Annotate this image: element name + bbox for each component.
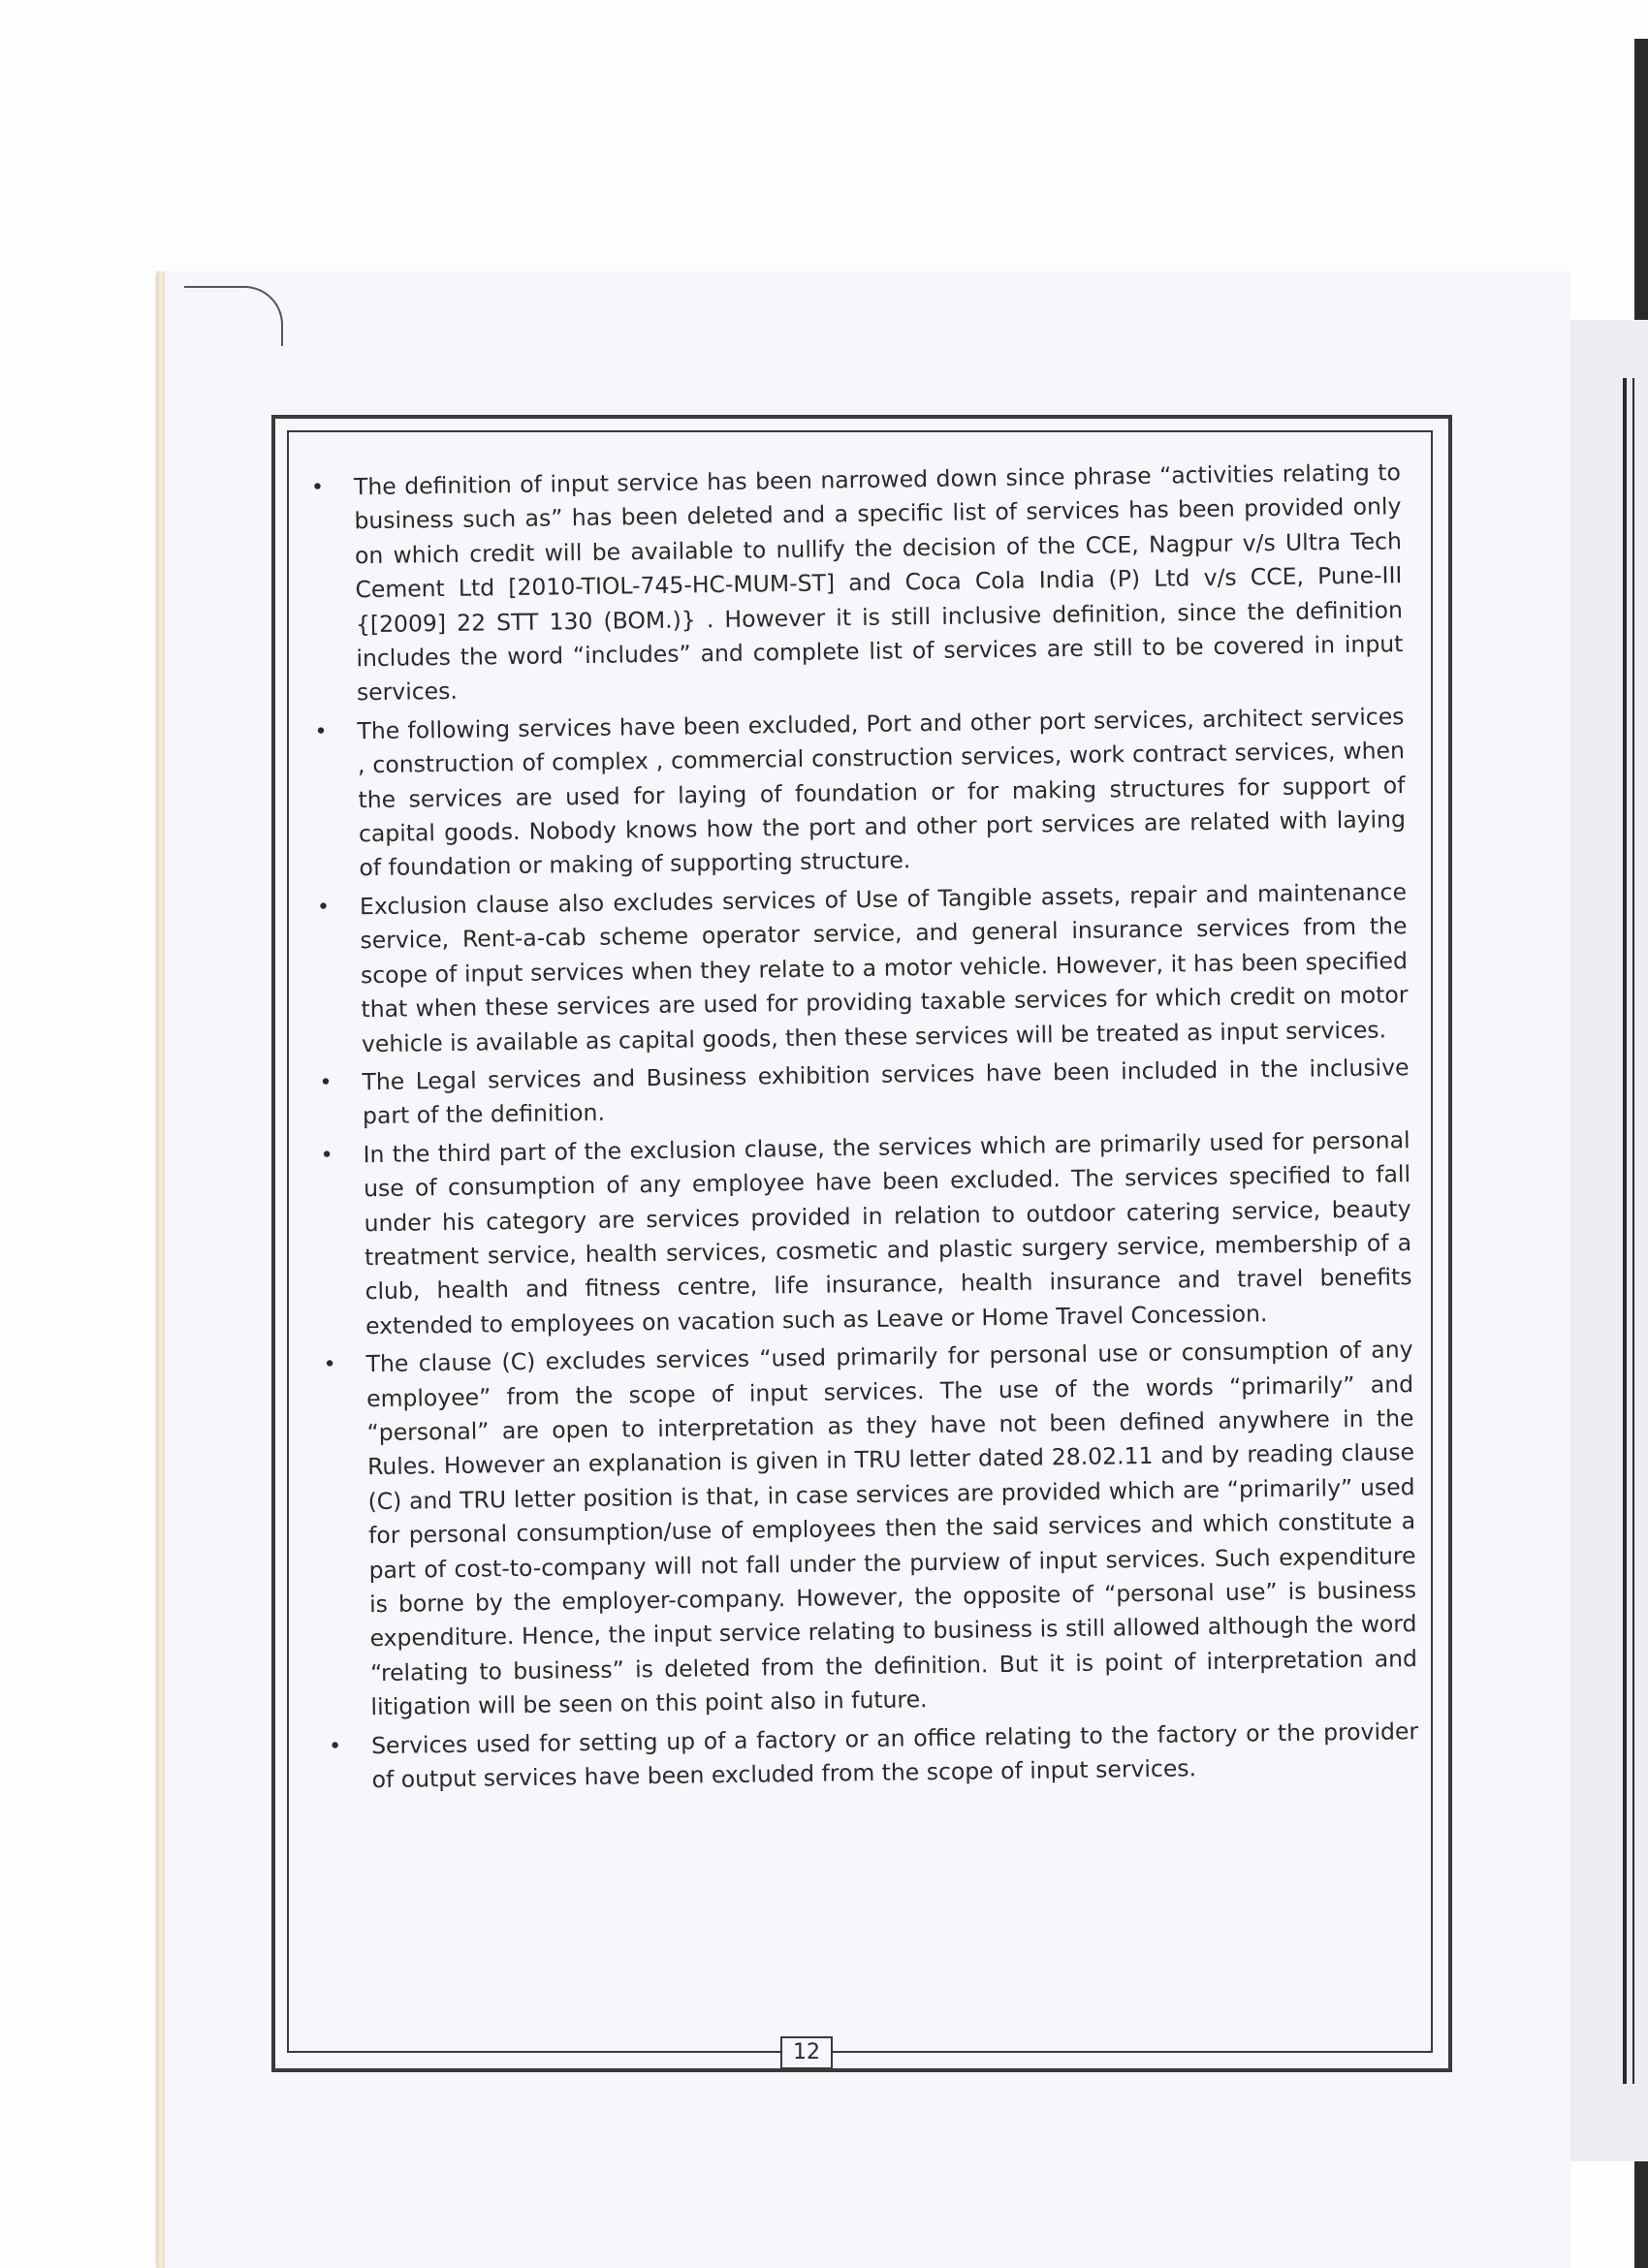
bullet-text: The Legal services and Business exhibition services have been included in the inclusive part of the definition. xyxy=(362,1054,1410,1130)
bullet-text: In the third part of the exclusion clause, the services which are primarily used for personal use of consumption of any employee have been excluded. The services specified to fall under his category are services provided in relation to outdoor catering service, beauty treatment service, health services, cosmetic and plastic surgery service, membership of a club, health and fitness centre, life insurance, health insurance and travel benefits extended to employees on vacation such as Leave or Home Travel Concession. xyxy=(363,1125,1412,1339)
bullet-text: The definition of input service has been narrowed down since phrase “activities relating to business such as” has been deleted and a specific list of services has been provided only on which credit will be available to nullify the decision of the CCE, Nagpur v/s Ultra Tech Cement Ltd [2010-TIOL-745-HC-MUM-ST] and Coca Cola India (P) Ltd v/s CCE, Pune-III {[2009] 22 STT 130 (BOM.)} . However it is still inclusive definition, since the definition includes the word “includes” and complete list of services are still to be covered in input services. xyxy=(353,458,1404,707)
adjacent-page-border-line-thin xyxy=(1632,378,1634,2084)
bullet-icon: • xyxy=(314,719,328,744)
page-corner-fold xyxy=(184,286,283,346)
bullet-text: Exclusion clause also excludes services of Use of Tangible assets, repair and maintenance service, Rent-a-cab scheme operator service, and general insurance services from the scope of input services when they relate to a motor vehicle. However, it has been specified that when these services are used for providing taxable services for which credit on motor vehicle is available as capital goods, then these services will be treated as input services. xyxy=(359,878,1409,1057)
adjacent-page xyxy=(1561,320,1648,2161)
bullet-text: Services used for setting up of a factory or an office relating to the factory or the provider of output services have been excluded from the scope of input services. xyxy=(370,1717,1419,1794)
bullet-item xyxy=(323,1715,1419,1799)
bullet-text: The following services have been excluded, Port and other port services, architect services , construction of complex , commercial construction services, work contract services, when the services are used for laying of foundation or for making structures for support of capital goods. Nobody knows how the port and other port services are related with laying of foundation or making of supporting structure. xyxy=(357,703,1407,882)
adjacent-page-border-line xyxy=(1623,378,1627,2084)
bullet-icon: • xyxy=(310,475,325,500)
bullet-item xyxy=(305,456,1404,711)
page-number: 12 xyxy=(780,2036,833,2069)
bullet-item xyxy=(317,1333,1417,1725)
bullet-icon: • xyxy=(323,1352,336,1377)
page-content xyxy=(305,456,1422,2039)
bullet-item xyxy=(313,1051,1410,1135)
bullet-item xyxy=(308,700,1406,887)
bullet-icon: • xyxy=(320,1143,333,1168)
bullet-item xyxy=(314,1123,1412,1344)
bullet-text: The clause (C) excludes services “used primarily for personal use or consumption of any employee” from the scope of input services. The use of the words “primarily” and “personal” are open to interpretation as they have not been defined anywhere in the Rules. However an explanation is given in TRU letter dated 28.02.11 and by reading clause (C) and TRU letter position is that, in case services are provided which are “primarily” used for personal consumption/use of employees then the said services and which constitute a part of cost-to-company will not fall under the purview of input services. Such expenditure is borne by the employer-company. However, the opposite of “personal use” is business expenditure. Hence, the input service relating to business is still allowed although the word “relating to business” is deleted from the definition. But it is point of interpretation and litigation will be seen on this point also in future. xyxy=(365,1336,1418,1721)
scanner-edge-top xyxy=(1634,39,1648,330)
bullet-icon: • xyxy=(319,1070,333,1095)
bullet-item xyxy=(311,875,1409,1062)
bullet-icon: • xyxy=(328,1734,342,1759)
bullet-icon: • xyxy=(316,895,331,920)
